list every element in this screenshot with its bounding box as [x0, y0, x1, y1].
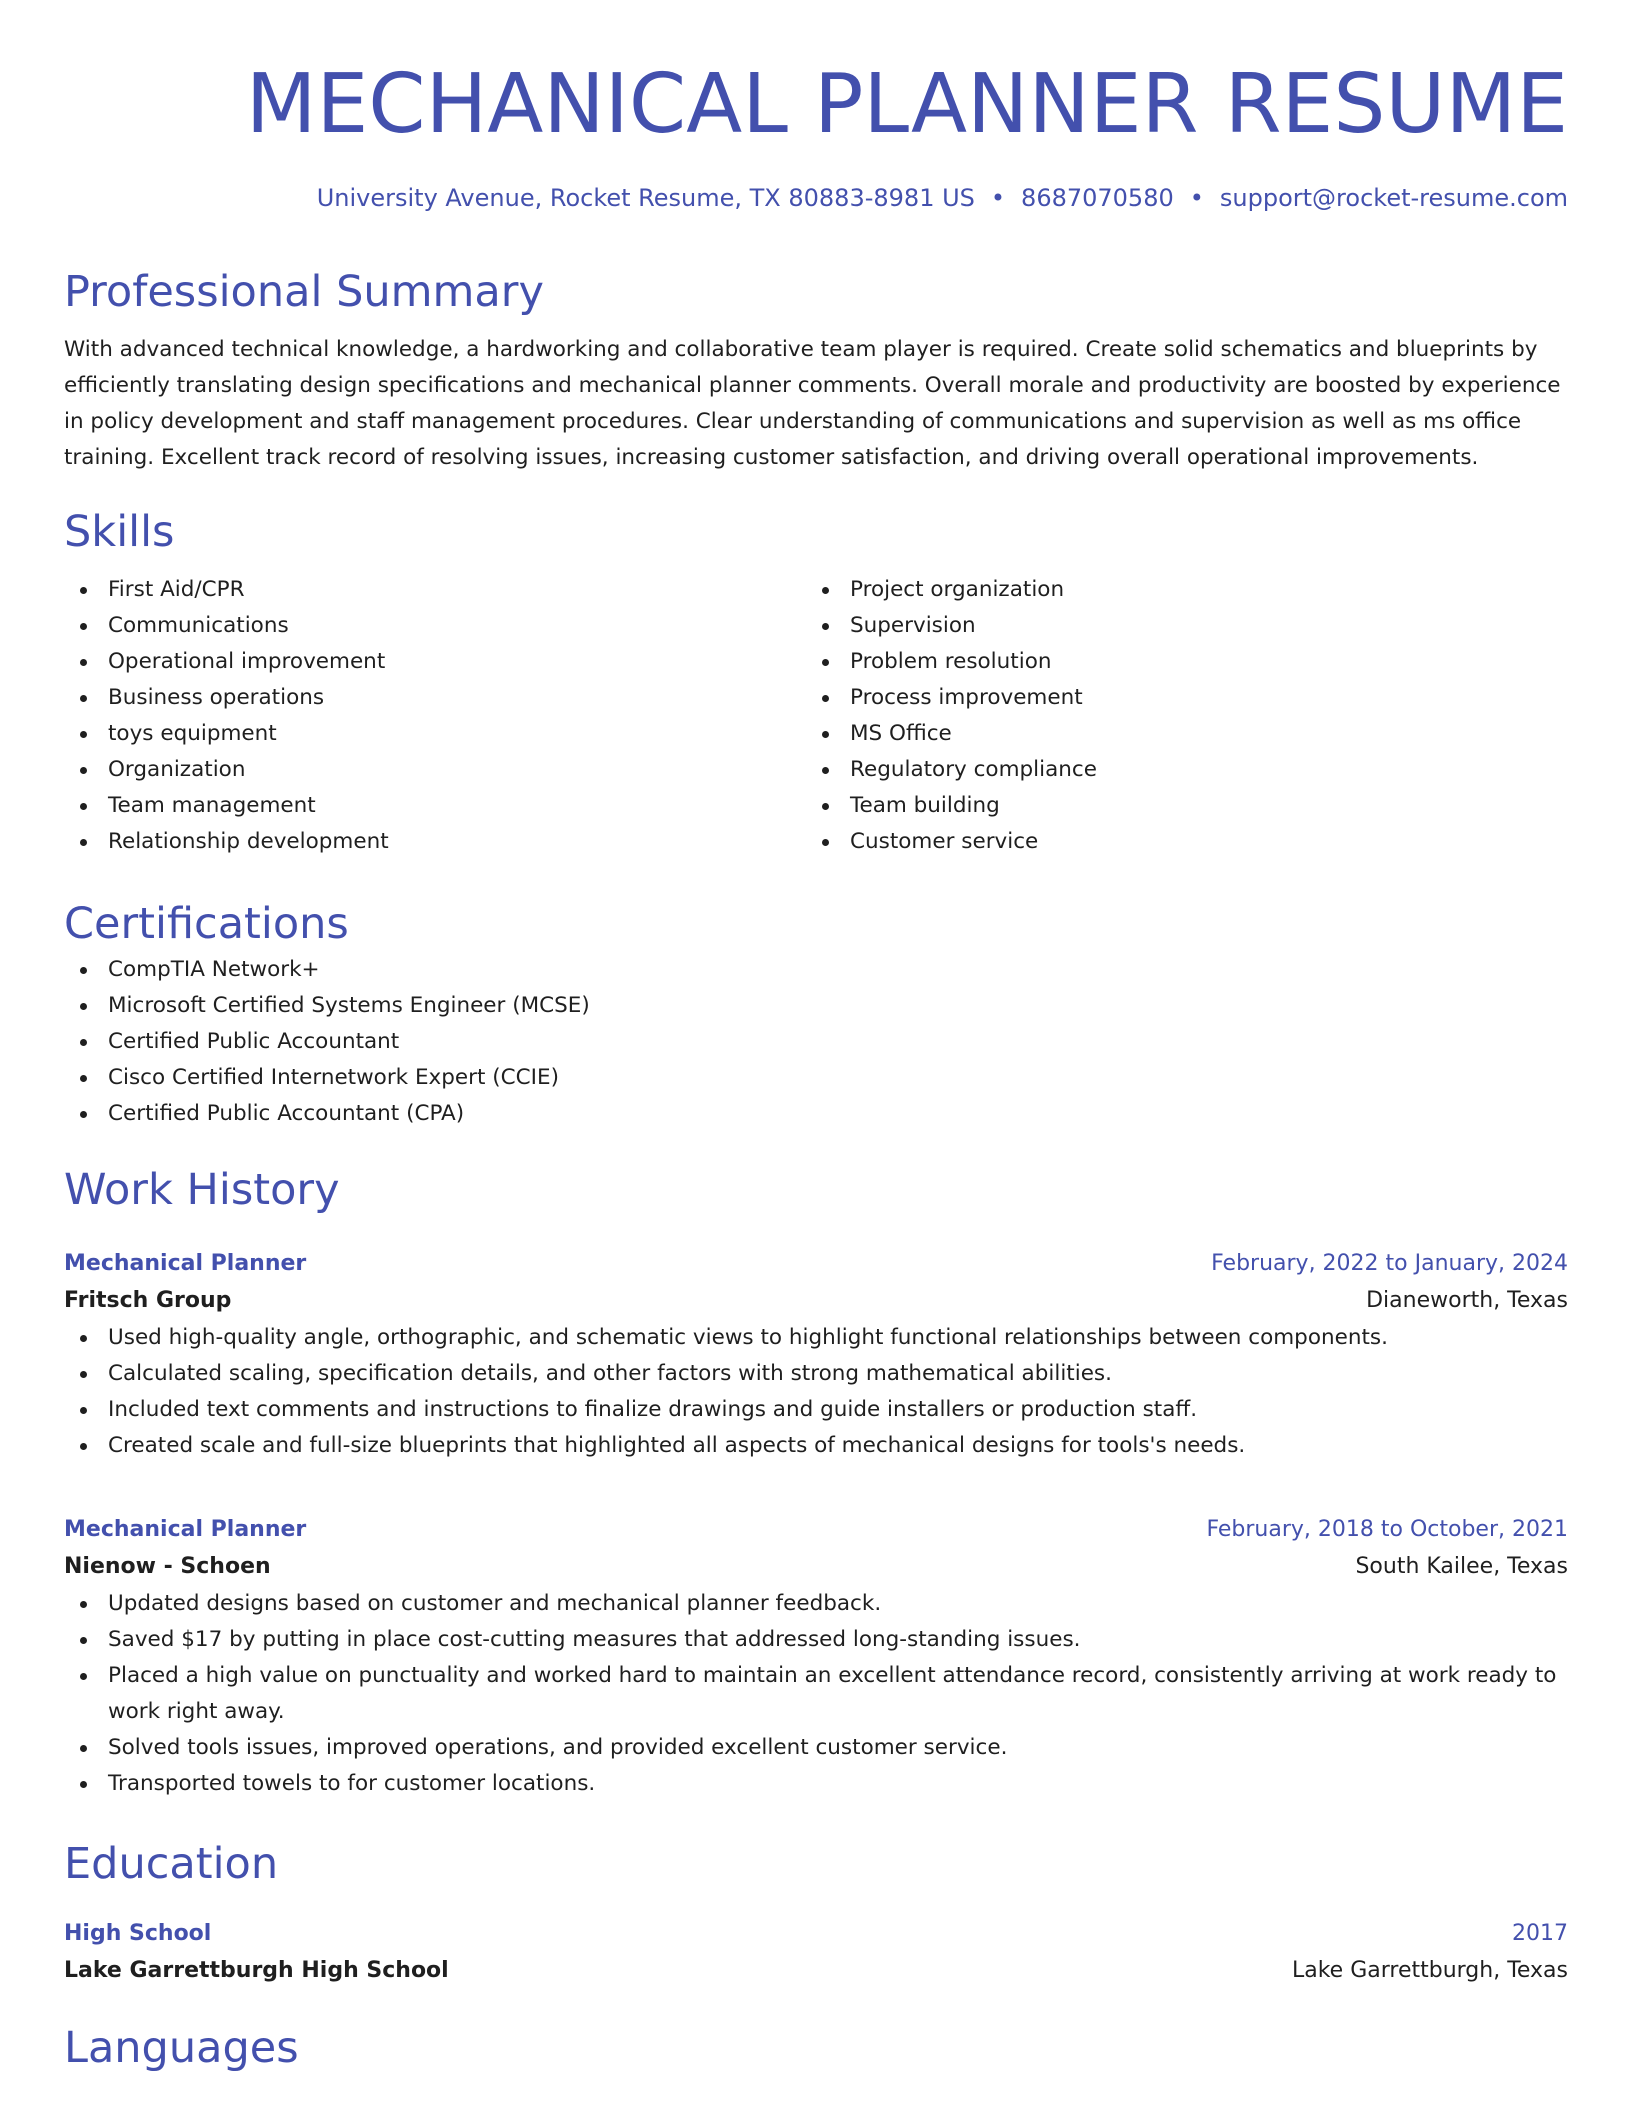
summary-heading: Professional Summary	[64, 267, 544, 317]
job-location: Dianeworth, Texas	[1366, 1288, 1568, 1313]
skill-item: Team management	[64, 788, 806, 824]
contact-address: University Avenue, Rocket Resume, TX 80883-8981 US	[316, 184, 975, 212]
job-role: Mechanical Planner	[64, 1251, 307, 1276]
skill-item: Organization	[64, 752, 806, 788]
job-entry	[64, 1512, 1568, 1802]
job-bullets	[64, 1320, 1568, 1464]
job-company: Nienow - Schoen	[64, 1554, 271, 1579]
skill-item: Relationship development	[64, 824, 806, 860]
skill-item: First Aid/CPR	[64, 572, 806, 608]
education-entry	[64, 1916, 1568, 1990]
certification-item: Microsoft Certified Systems Engineer (MCSE)	[64, 988, 1568, 1024]
skills-columns	[64, 572, 1568, 860]
education-year: 2017	[1512, 1921, 1568, 1946]
job-company: Fritsch Group	[64, 1288, 232, 1313]
job-dates: February, 2022 to January, 2024	[1211, 1251, 1568, 1276]
contact-email: support@rocket-resume.com	[1219, 184, 1568, 212]
languages-heading: Languages	[64, 2023, 299, 2073]
job-entry	[64, 1246, 1568, 1464]
skills-column-right	[806, 572, 1548, 860]
job-bullet: Placed a high value on punctuality and worked hard to maintain an excellent attendance record, consistently arriving at work ready to work right away.	[64, 1658, 1568, 1730]
skill-item: Communications	[64, 608, 806, 644]
skill-item: Project organization	[806, 572, 1548, 608]
work-history-heading: Work History	[64, 1165, 340, 1215]
education-school: Lake Garrettburgh High School	[64, 1958, 449, 1983]
skill-item: toys equipment	[64, 716, 806, 752]
resume-title: MECHANICAL PLANNER RESUME	[245, 57, 1568, 152]
skill-item: Supervision	[806, 608, 1548, 644]
job-role: Mechanical Planner	[64, 1517, 307, 1542]
certifications-heading: Certifications	[64, 899, 349, 949]
skills-heading: Skills	[64, 507, 175, 557]
job-bullet: Updated designs based on customer and mechanical planner feedback.	[64, 1586, 1568, 1622]
job-bullet: Created scale and full-size blueprints that highlighted all aspects of mechanical designs for tools's needs.	[64, 1428, 1568, 1464]
certification-item: Cisco Certified Internetwork Expert (CCIE)	[64, 1060, 1568, 1096]
job-bullet: Used high-quality angle, orthographic, and schematic views to highlight functional relationships between components.	[64, 1320, 1568, 1356]
job-location: South Kailee, Texas	[1355, 1554, 1568, 1579]
contact-separator: •	[990, 184, 1006, 212]
contact-separator: •	[1189, 184, 1204, 212]
contact-line	[64, 182, 1568, 214]
job-bullet: Solved tools issues, improved operations, and provided excellent customer service.	[64, 1730, 1568, 1766]
education-degree: High School	[64, 1921, 212, 1946]
skill-item: MS Office	[806, 716, 1548, 752]
job-bullets	[64, 1586, 1568, 1802]
skill-item: Process improvement	[806, 680, 1548, 716]
skill-item: Business operations	[64, 680, 806, 716]
certifications-list	[64, 952, 1568, 1132]
skill-item: Operational improvement	[64, 644, 806, 680]
job-bullet: Calculated scaling, specification details, and other factors with strong mathematical abilities.	[64, 1356, 1568, 1392]
certification-item: CompTIA Network+	[64, 952, 1568, 988]
education-heading: Education	[64, 1839, 279, 1889]
skills-column-left	[64, 572, 806, 860]
summary-text: With advanced technical knowledge, a hardworking and collaborative team player is required. Create solid schematics and blueprints by efficiently translating design specifications and mechanical planner comments. Overall morale and productivity are boosted by experience in policy development and staff management procedures. Clear understanding of communications and supervision as well as ms office training. Excellent track record of resolving issues, increasing customer satisfaction, and driving overall operational improvements.	[64, 337, 1561, 470]
skill-item: Customer service	[806, 824, 1548, 860]
job-bullet: Saved $17 by putting in place cost-cutting measures that addressed long-standing issues.	[64, 1622, 1568, 1658]
certification-item: Certified Public Accountant (CPA)	[64, 1096, 1568, 1132]
job-bullet: Included text comments and instructions to finalize drawings and guide installers or production staff.	[64, 1392, 1568, 1428]
certification-item: Certified Public Accountant	[64, 1024, 1568, 1060]
contact-phone: 8687070580	[1021, 184, 1174, 212]
skill-item: Regulatory compliance	[806, 752, 1548, 788]
resume-page	[64, 0, 1568, 2076]
job-bullet: Transported towels to for customer locations.	[64, 1766, 1568, 1802]
job-dates: February, 2018 to October, 2021	[1206, 1517, 1568, 1542]
skill-item: Team building	[806, 788, 1548, 824]
education-location: Lake Garrettburgh, Texas	[1291, 1958, 1568, 1983]
skill-item: Problem resolution	[806, 644, 1548, 680]
